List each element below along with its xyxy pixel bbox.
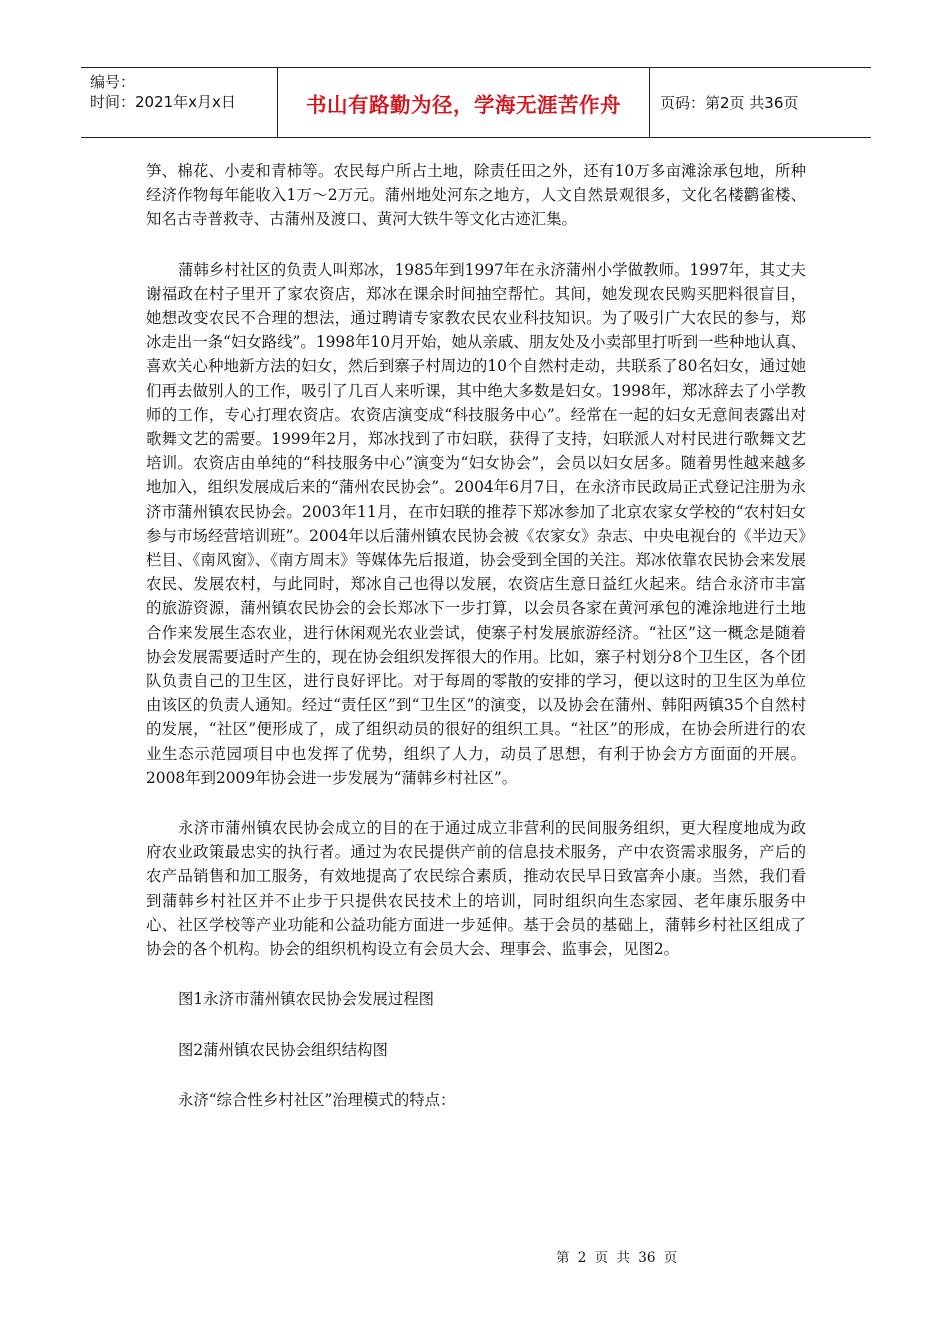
document-code: 编号： <box>90 73 136 91</box>
paragraph-1: 笋、棉花、小麦和青柿等。农民每户所占土地，除责任田之外，还有10万多亩滩涂承包地，所种经济作物每年能收入1万～2万元。蒲州地处河东之地方，人文自然景观很多，文化名楼鹳雀楼、知名古寺普救寺、古蒲州及渡口、黄河大铁牛等文化古迹汇集。 <box>146 162 806 229</box>
document-time: 时间：2021年x月x日 <box>90 93 236 111</box>
header-slogan: 书山有路勤为径，学海无涯苦作舟 <box>306 92 621 117</box>
header-slogan-cell <box>278 68 650 137</box>
paragraph-4: 永济“综合性乡村社区”治理模式的特点： <box>178 1090 456 1109</box>
header-meta <box>81 68 278 137</box>
header-page-number: 页码：第2页 共36页 <box>660 94 799 112</box>
paragraph-2: 蒲韩乡村社区的负责人叫郑冰，1985年到1997年在永济蒲州小学做教师。1997年，其丈夫谢福政在村子里开了家农资店，郑冰在课余时间抽空帮忙。其间，她发现农民购买肥料很盲目，她想改变农民不合理的想法，通过聘请专家教农民农业科技知识。为了吸引广大农民的参与，郑冰走出一条“妇女路线”。1998年10月开始，她从亲戚、朋友处及小卖部里打听到一些种地认真、喜欢关心种地新方法的妇女，然后到寨子村周边的10个自然村走动，共联系了80名妇女，通过她们再去做别人的工作，吸引了几百人来听课，其中绝大多数是妇女。1998年，郑冰辞去了小学教师的工作，专心打理农资店。农资店演变成“科技服务中心”。经常在一起的妇女无意间表露出对歌舞文艺的需要。1999年2月，郑冰找到了市妇联，获得了支持，妇联派人对村民进行歌舞文艺培训。农资店由单纯的“科技服务中心”演变为“妇女协会”，会员以妇女居多。随着男性越来越多地加入，组织发展成后来的“蒲州农民协会”。2004年6月7日，在永济市民政局正式登记注册为永济市蒲州镇农民协会。2003年11月，在市妇联的推荐下郑冰参加了北京农家女学校的“农村妇女参与市场经营培训班”。2004年以后蒲州镇农民协会被《农家女》杂志、中央电视台的《半边天》栏目、《南风窗》、《南方周末》等媒体先后报道，协会受到全国的关注。郑冰依靠农民协会来发展农民、发展农村，与此同时，郑冰自己也得以发展，农资店生意日益红火起来。结合永济市丰富的旅游资源，蒲州镇农民协会的会长郑冰下一步打算，以会员各家在黄河承包的滩涂地进行土地合作来发展生态农业，进行休闲观光农业尝试，使寨子村发展旅游经济。“社区”这一概念是随着协会发展需要适时产生的，现在协会组织发挥很大的作用。比如，寨子村划分8个卫生区，各个团队负责自己的卫生区，进行良好评比。对于每周的零散的安排的学习，便以这时的卫生区为单位由该区的负责人通知。经过“责任区”到“卫生区”的演变，以及协会在蒲州、韩阳两镇35个自然村的发展，“社区”便形成了，成了组织动员的很好的组织工具。“社区”的形成，在协会所进行的农业生态示范园项目中也发挥了优势，组织了人力，动员了思想，有利于协会方方面面的开展。2008年到2009年协会进一步发展为“蒲韩乡村社区”。 <box>146 260 806 787</box>
paragraph-3: 永济市蒲州镇农民协会成立的目的在于通过成立非营利的民间服务组织，更大程度地成为政府农业政策最忠实的执行者。通过为农民提供产前的信息技术服务，产中农资需求服务，产后的农产品销售和加工服务，有效地提高了农民综合素质，推动农民早日致富奔小康。当然，我们看到蒲韩乡村社区并不止步于只提供农民技术上的培训，同时组织向生态家园、老年康乐服务中心、社区学校等产业功能和公益功能方面进一步延伸。基于会员的基础上，蒲韩乡村社区组成了协会的各个机构。协会的组织机构设立有会员大会、理事会、监事会，见图2。 <box>146 819 806 959</box>
document-body <box>146 159 806 1112</box>
page-header <box>81 67 871 138</box>
header-page-cell <box>650 68 871 137</box>
figure-2-caption: 图2蒲州镇农民协会组织结构图 <box>178 1040 388 1059</box>
figure-1-caption: 图1永济市蒲州镇农民协会发展过程图 <box>178 990 435 1009</box>
page-footer: 第 2 页 共 36 页 <box>556 1250 678 1266</box>
